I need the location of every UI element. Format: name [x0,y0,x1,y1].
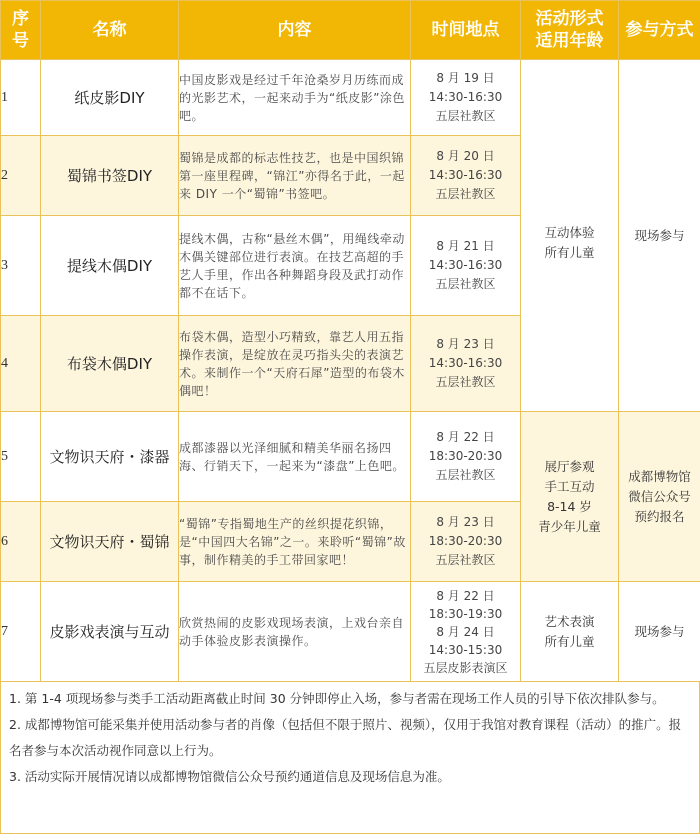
row-num: 7 [1,582,41,682]
note-item: 1. 第 1-4 项现场参与类手工活动距离截止时间 30 分钟即停止入场，参与者需在现场工作人员的引导下依次排队参与。 [9,686,691,712]
row-content: “蜀锦”专指蜀地生产的丝织提花织锦，是“中国四大名锦”之一。来聆听“蜀锦”故事，制作精美的手工带回家吧！ [179,502,411,582]
header-name: 名称 [41,1,179,60]
row-content: 欣赏热闹的皮影戏现场表演，上戏台亲自动手体验皮影表演操作。 [179,582,411,682]
row-time: 8 月 22 日 18:30-19:30 8 月 24 日 14:30-15:30 五层皮影表演区 [411,582,521,682]
row-name: 纸皮影DIY [41,60,179,136]
table-row [1,582,700,682]
group-join-cell: 现场参与 [619,60,700,412]
row-content: 提线木偶，古称“悬丝木偶”，用绳线牵动木偶关键部位进行表演。在技艺高超的手艺人手里，作出各种舞蹈身段及武打动作都不在话下。 [179,216,411,316]
row-time: 8 月 19 日 14:30-16:30 五层社教区 [411,60,521,136]
group-join-cell: 成都博物馆 微信公众号 预约报名 [619,412,700,582]
row-num: 6 [1,502,41,582]
row-name: 文物识天府・漆器 [41,412,179,502]
row-time: 8 月 21 日 14:30-16:30 五层社教区 [411,216,521,316]
row-time: 8 月 23 日 18:30-20:30 五层社教区 [411,502,521,582]
group-form-cell: 展厅参观 手工互动 8-14 岁 青少年儿童 [521,412,619,582]
note-item: 3. 活动实际开展情况请以成都博物馆微信公众号预约通道信息及现场信息为准。 [9,764,691,790]
group-form-cell: 互动体验 所有儿童 [521,60,619,412]
header-time: 时间地点 [411,1,521,60]
header-form: 活动形式 适用年龄 [521,1,619,60]
row-num: 2 [1,136,41,216]
row-num: 1 [1,60,41,136]
table-row [1,412,700,502]
group-join-cell: 现场参与 [619,582,700,682]
header-num: 序 号 [1,1,41,60]
row-time: 8 月 23 日 14:30-16:30 五层社教区 [411,316,521,412]
row-num: 5 [1,412,41,502]
row-num: 3 [1,216,41,316]
notes-section [0,682,700,834]
row-content: 蜀锦是成都的标志性技艺，也是中国织锦第一座里程碑，“锦江”亦得名于此，一起来 DIY 一个“蜀锦”书签吧。 [179,136,411,216]
table-header-row [1,1,700,60]
header-content: 内容 [179,1,411,60]
row-content: 布袋木偶，造型小巧精致，靠艺人用五指操作表演，是绽放在灵巧指头尖的表演艺术。来制作一个“天府石犀”造型的布袋木偶吧！ [179,316,411,412]
row-num: 4 [1,316,41,412]
note-item: 2. 成都博物馆可能采集并使用活动参与者的肖像（包括但不限于照片、视频），仅用于我馆对教育课程（活动）的推广。报名者参与本次活动视作同意以上行为。 [9,712,691,764]
row-name: 皮影戏表演与互动 [41,582,179,682]
row-name: 提线木偶DIY [41,216,179,316]
row-content: 中国皮影戏是经过千年沧桑岁月历练而成的光影艺术，一起来动手为“纸皮影”涂色吧。 [179,60,411,136]
row-name: 蜀锦书签DIY [41,136,179,216]
table-row [1,60,700,136]
row-name: 布袋木偶DIY [41,316,179,412]
row-time: 8 月 22 日 18:30-20:30 五层社教区 [411,412,521,502]
row-content: 成都漆器以光泽细腻和精美华丽名扬四海、行销天下，一起来为“漆盘”上色吧。 [179,412,411,502]
group-form-cell: 艺术表演 所有儿童 [521,582,619,682]
row-name: 文物识天府・蜀锦 [41,502,179,582]
header-join: 参与方式 [619,1,700,60]
row-time: 8 月 20 日 14:30-16:30 五层社教区 [411,136,521,216]
